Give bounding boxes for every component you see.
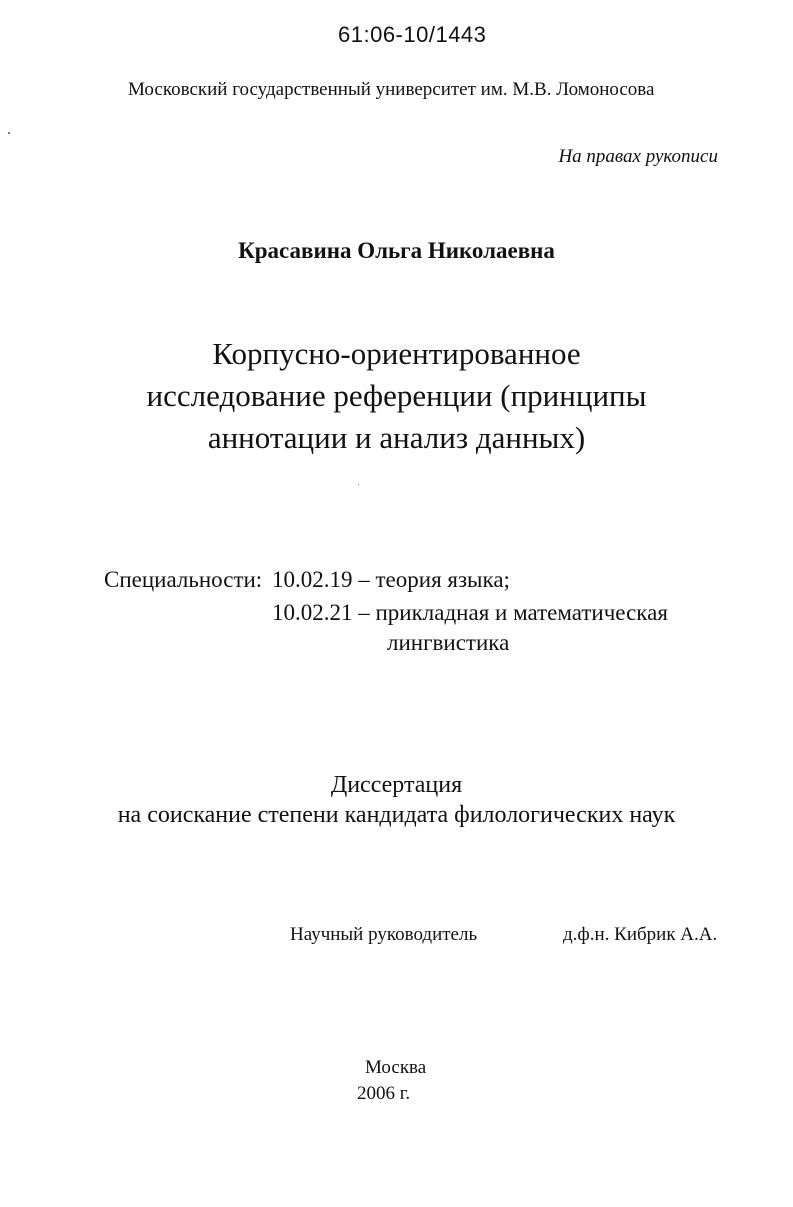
dissertation-title: [0, 333, 793, 459]
title-line-2: исследование референции (принципы: [146, 378, 647, 413]
advisor-name: д.ф.н. Кибрик А.А.: [563, 924, 718, 945]
scan-speck: [358, 484, 359, 485]
specialties-label: Специальности:: [104, 567, 263, 592]
dissertation-type: Диссертация: [330, 772, 463, 798]
specialty-1: 10.02.19 – теория языка;: [272, 567, 510, 592]
dissertation-degree: на соискание степени кандидата филологических наук: [117, 802, 676, 828]
title-line-1: Корпусно-ориентированное: [212, 336, 581, 371]
author-name: Красавина Ольга Николаевна: [238, 238, 555, 263]
rights-note: На правах рукописи: [558, 146, 718, 167]
title-line-3: аннотации и анализ данных): [207, 420, 586, 455]
specialty-2: 10.02.21 – прикладная и математическая: [272, 600, 668, 625]
city: Москва: [365, 1057, 427, 1078]
university-name: Московский государственный университет им. М.В. Ломоносова: [128, 79, 655, 100]
archive-stamp: 61:06-10/1443: [338, 22, 487, 47]
specialty-2-continuation: лингвистика: [387, 630, 510, 655]
year: 2006 г.: [357, 1083, 411, 1104]
advisor-label: Научный руководитель: [290, 924, 478, 945]
scan-speck: [8, 132, 10, 134]
